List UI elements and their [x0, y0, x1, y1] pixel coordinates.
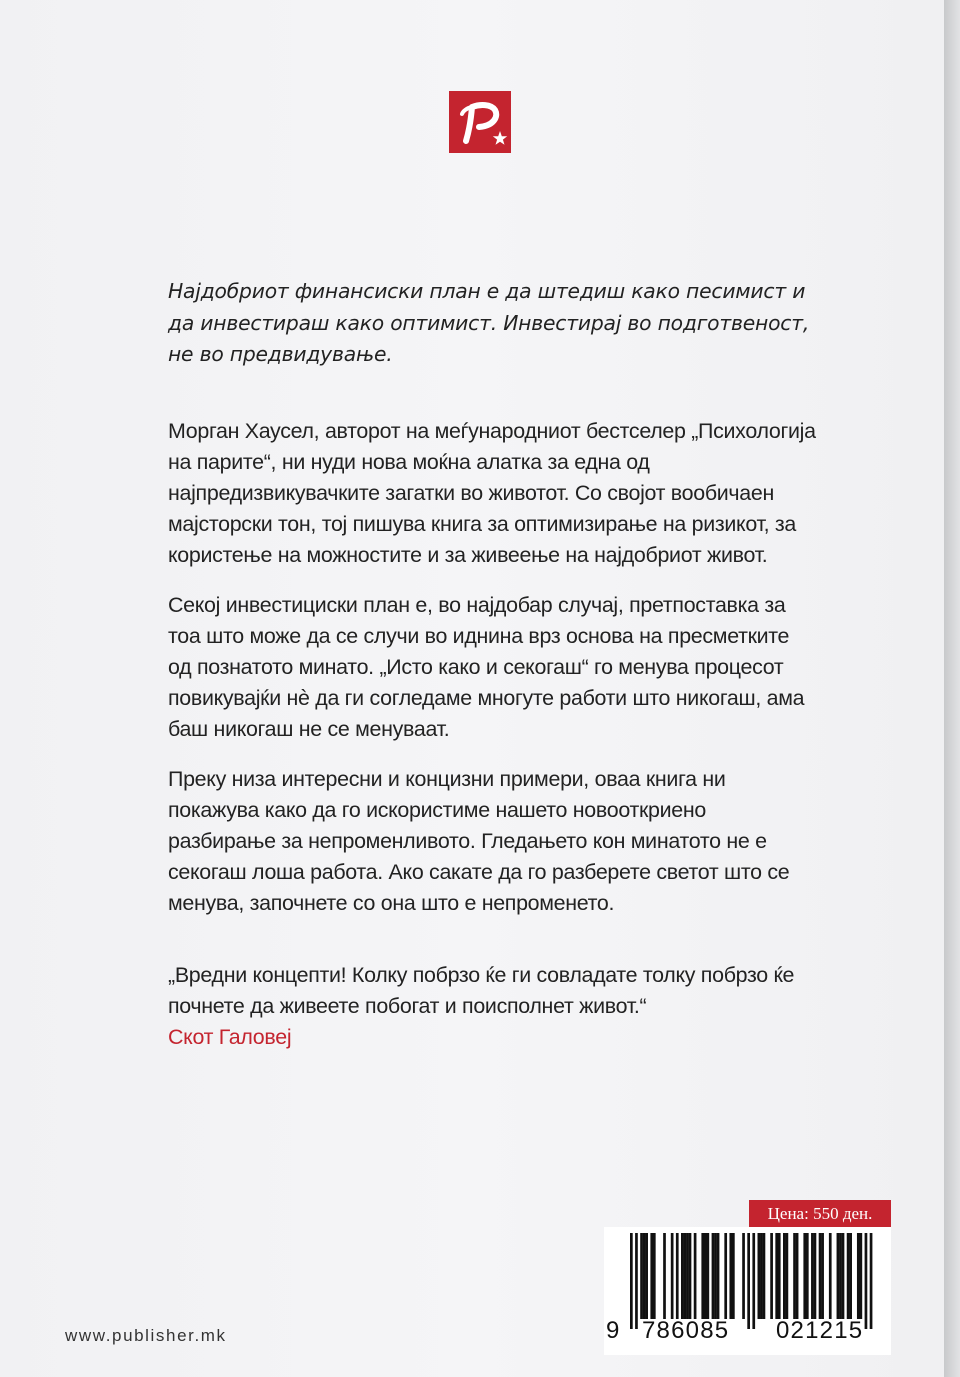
barcode-bar: [803, 1233, 806, 1319]
barcode-bar: [640, 1233, 643, 1319]
barcode-bar: [630, 1233, 633, 1329]
review-quote-author: Скот Галовеј: [168, 1024, 292, 1049]
barcode-bar: [724, 1233, 727, 1319]
barcode-bar: [760, 1233, 763, 1319]
barcode-bar: [653, 1233, 656, 1319]
barcode-bar: [694, 1233, 697, 1319]
barcode-bar: [681, 1233, 684, 1319]
barcode-bar: [811, 1233, 814, 1319]
barcode-bar: [717, 1233, 720, 1319]
barcode-bar: [676, 1233, 679, 1319]
price-tag: Цена: 550 ден.: [749, 1200, 891, 1227]
barcode-bar: [857, 1233, 860, 1319]
barcode-bar: [778, 1233, 781, 1319]
barcode-bar: [839, 1233, 842, 1319]
barcode-bar: [714, 1233, 717, 1319]
barcode-bar: [732, 1233, 735, 1319]
barcode-bar: [770, 1233, 773, 1319]
isbn-first-digit: 9: [606, 1317, 620, 1344]
barcode-bar: [849, 1233, 852, 1319]
barcode-bar: [635, 1233, 638, 1329]
barcode-bar: [786, 1233, 789, 1319]
isbn-right-group: 021215: [776, 1317, 864, 1344]
barcode-bar: [847, 1233, 850, 1319]
review-quote-block: [168, 960, 818, 1054]
barcode-bar: [701, 1233, 704, 1319]
barcode-bar: [671, 1233, 674, 1319]
barcode-bar: [819, 1233, 822, 1319]
isbn-left-group: 786085: [642, 1317, 730, 1344]
barcode-bar: [729, 1233, 732, 1319]
barcode-bar: [645, 1233, 648, 1319]
barcode-bar: [783, 1233, 786, 1319]
barcode-bar: [689, 1233, 692, 1319]
paragraph-investment-plan: Секој инвестициски план е, во најдобар случај, претпоставка за тоа што може да се случи во иднина врз основа на пресметките од познатото минато. „Исто како и секогаш“ го менува процесот повикувајќи нè да ги согледаме многуте работи што никогаш, ама баш никогаш не се менуваат.: [168, 592, 805, 742]
barcode-bar: [814, 1233, 817, 1319]
barcode-bar: [758, 1233, 761, 1319]
epigraph: Најдобриот финансиски план е да штедиш како песимист и да инвестираш како оптимист. Инвестирај во подготвеност, не во предвидување.: [168, 279, 810, 366]
barcode-bar: [829, 1233, 832, 1319]
barcode-bar: [663, 1233, 666, 1319]
barcode-bar: [842, 1233, 845, 1319]
barcode-bar: [712, 1233, 715, 1319]
review-quote: „Вредни концепти! Колку побрзо ќе ги совладате толку побрзо ќе почнете да живеете побогат и поисполнет живот.“: [168, 962, 795, 1018]
barcode-bar: [796, 1233, 799, 1319]
barcode-bar: [775, 1233, 778, 1319]
barcode-bar: [686, 1233, 689, 1319]
paragraph-author-intro: Морган Хаусел, авторот на меѓународниот бестселер „Психологија на парите“, ни нуди нова моќна алатка за една од најпредизвикувачките загатки во животот. Со својот вообичаен мајсторски тон, тој пишува книга за оптимизирање на ризикот, за користење на можностите и за живеење на најдобриот живот.: [168, 418, 816, 568]
barcode-bar: [752, 1233, 755, 1329]
publisher-website: www.publisher.mk: [65, 1326, 227, 1345]
blurb-text: [168, 276, 818, 1053]
paragraph-examples: Преку низа интересни и концизни примери, оваа книга ни покажува како да го искористиме нашето новооткриено разбирање за непроменливото. Гледањето кон минатото не е секогаш лоша работа. Ако сакате да го разберете светот што се менува, започнете со она што е непроменето.: [168, 766, 790, 916]
barcode-bar: [643, 1233, 646, 1319]
barcode-bar: [806, 1233, 809, 1319]
barcode-bar: [747, 1233, 750, 1329]
barcode-bar: [742, 1233, 745, 1319]
barcode-bar: [763, 1233, 766, 1319]
barcode-bar: [865, 1233, 868, 1329]
barcode-bar: [870, 1233, 873, 1329]
barcode-bar: [860, 1233, 863, 1319]
barcode-bar: [650, 1233, 653, 1319]
publisher-logo-icon: [449, 91, 511, 153]
page-edge-shadow: [944, 0, 960, 1377]
isbn-number: [604, 1317, 891, 1351]
barcode-bar: [704, 1233, 707, 1319]
isbn-barcode: [604, 1227, 891, 1355]
barcode-bar: [821, 1233, 824, 1319]
barcode-bar: [793, 1233, 796, 1319]
barcode-bar: [707, 1233, 710, 1319]
barcode-bar: [684, 1233, 687, 1319]
barcode-bar: [837, 1233, 840, 1319]
